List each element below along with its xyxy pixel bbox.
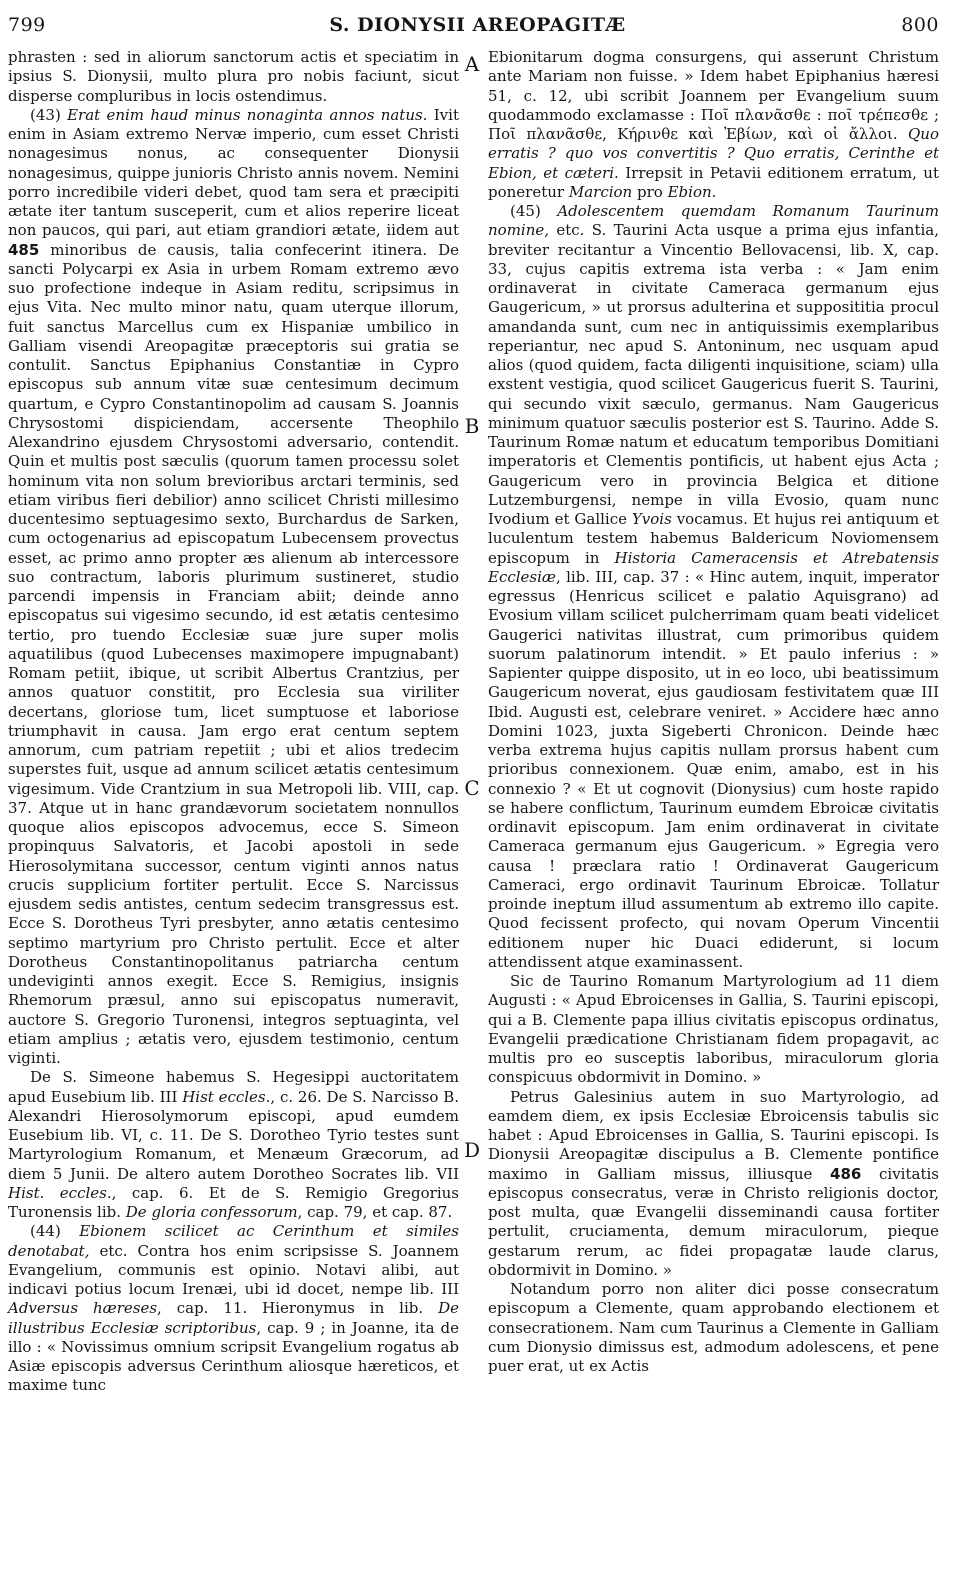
name-italic: Ebion.	[667, 182, 717, 201]
name-italic: Marcion	[568, 182, 633, 201]
page-header	[0, 0, 955, 44]
right-column	[488, 48, 939, 1376]
text-run: , lib. III, cap. 37 : « Hinc autem, inquit, imperator egressus (Henricus scilicet e palatio Aquisgrano) ad Evosium villam scilicet pulcherrimam quam beati videlicet Gaugerici nativitas illustrat, cum primoribus quidem suorum palatinorum intendit. » Et paulo inferius : » Sapienter quippe disposito, ut in eo loco, ubi beatissimum Gaugericum noverat, ejus gaudiosam festivitatem quæ III Ibid. Augusti est, celebrare veniret. » Accidere hæc anno Domini 1023, juxta Sigeberti Chronicon. Deinde hæc verba extrema hujus capitis nullam prorsus habent cum prioribus connexionem. Quæ enim, amabo, est in his connexio ? « Et ut cognovit (Dionysius) cum hoste rapido se habere conflictum, Taurinum eumdem Ebroicæ civitatis ordinavit episcopum. Jam enim ordinaverat in civitate Cameraca germanum ejus Gaugericum. » Egregia vero causa ! præclara ratio ! Ordinaverat Gaugericum Cameraci, ergo ordinavit Taurinum Ebroicæ. Tollatur proinde ineptum illud assumentum ab extremo illo capite. Quod fecissent profecto, qui novam Operum Vincentii editionem nuper hic Duaci ediderunt, si locum attendissent atque examinassent.	[488, 567, 939, 971]
text-run: etc. S. Taurini Acta usque a prima ejus infantia, breviter recitantur a Vincentio Bellovacensi, lib. X, cap. 33, cujus capitis extrema ista verba : « Jam enim ordinaverat in civitate Cameraca germanum ejus Gaugericum, » ut prorsus adulterina et supposititia procul amandanda sunt, cum nec in antiquissimis exemplaribus reperiantur, nec apud S. Antoninum, nec usquam apud alios (quod quidem, facta diligenti inquisitione, sciam) ulla exstent vestigia, quod scilicet Gaugericus fuerit S. Taurini, qui secundo vixit sæculo, germanus. Nam Gaugericus minimum quatuor sæculis posterior est S. Taurino. Adde S. Taurinum Romæ natum et educatum temporibus Domitiani imperatoris et Clementis pontificis, ut habent ejus Acta ; Gaugericum vero in provincia Belgica et ditione Lutzemburgensi, nempe in villa Evosio, quam nunc Ivodium et Gallice	[488, 221, 939, 528]
right-paragraph-1	[488, 48, 939, 202]
text-run: , cap. 9 ; in Joanne, ita de illo : « Novissimus omnium scripsit Evangelium rogatus ab Asiæ episcopis adversus Cerinthum aliosque hæreticos, et maxime tunc	[8, 1318, 459, 1395]
text-run: phrasten : sed in aliorum sanctorum actis et speciatim in ipsius S. Dionysii, multo plura pro nobis faciunt, sicut disperse compluribus in locis ostendimus.	[8, 48, 459, 105]
book-title: De gloria confessorum	[125, 1203, 298, 1221]
right-paragraph-5	[488, 1280, 939, 1376]
running-title: S. DIONYSII AREOPAGITÆ	[329, 14, 626, 36]
text-run: , cap. 79, et cap. 87.	[297, 1203, 453, 1221]
text-run: Notandum porro non aliter dici posse consecratum episcopum a Clemente, quam approbando electionem et consecrationem. Nam cum Taurinus a Clemente in Galliam cum Dionysio dimissus est, admodum adolescens, et pene puer erat, ut ex Actis	[488, 1280, 939, 1375]
page-number-left: 799	[8, 14, 46, 36]
margin-letter-d: D	[463, 1138, 481, 1162]
text-run: vocamus. Et hujus rei antiquum et luculentum testem habemus Baldericum Noviomensem episcopum in	[488, 510, 939, 567]
left-paragraph-1	[8, 48, 459, 106]
right-paragraph-3	[488, 972, 939, 1088]
note-lemma: Adolescentem quemdam Romanum Taurinum nomine,	[488, 202, 939, 240]
page-number-right: 800	[901, 14, 939, 36]
book-title: Hist. eccles.	[8, 1183, 112, 1202]
margin-letter-c: C	[464, 776, 480, 800]
note-lemma: Erat enim haud minus nonaginta annos natus.	[67, 105, 428, 124]
text-run: civitatis episcopus consecratus, veræ in Christo religionis doctor, post multa, quæ Evangelii disseminandi causa fortiter pertulit, cruciamenta, demum miraculorum, pieque gestarum rerum, ac fidei propagatæ laude clarus, obdormivit in Domino. »	[488, 1164, 939, 1279]
latin-translation: Quo erratis ? quo vos convertitis ? Quo erratis, Cerinthe et Ebion, et cæteri.	[488, 125, 939, 182]
text-run: pro	[637, 182, 663, 201]
text-run: Ebionitarum dogma consurgens, qui asserunt Christum ante Mariam non fuisse. » Idem habet Epiphanius hæresi 51, c. 12, ubi scribit Joannem per Evangelium suum quodammodo exclamasse : Ποῖ πλανᾶσθε : ποῖ τρέπεσθε ; Ποῖ πλανᾶσθε, Κήρινθε καὶ Ἐβίων, καὶ οἱ ἄλλοι.	[488, 48, 939, 143]
left-paragraph-4	[8, 1222, 459, 1395]
margin-letter-b: B	[464, 414, 480, 438]
book-title: Historia Cameracensis et Atrebatensis Ecclesiæ	[488, 548, 939, 586]
text-run: Ivit enim in Asiam extremo Nervæ imperio, cum esset Christi nonagesimus nonus, ac consequenter Dionysii nonagesimus, quippe junioris Christo annis novem. Nemini porro incredibile videri debet, quod tam sera et præcipiti ætate iter tantum susceperit, cum et alios reperire liceat non paucos, qui pari, aut etiam grandiori ætate, iidem aut	[8, 105, 459, 240]
note-label: (44)	[30, 1222, 61, 1241]
text-run: , cap. 11. Hieronymus in lib.	[157, 1299, 424, 1318]
note-label: (45)	[510, 202, 541, 220]
book-title: Hist eccles.	[182, 1087, 271, 1106]
text-run: Sic de Taurino Romanum Martyrologium ad 11 diem Augusti : « Apud Ebroicenses in Gallia, S. Taurini episcopi, qui a B. Clemente papa illius civitatis episcopus ordinatus, Evangelii prædicatione Christianam fidem propagavit, ac multis pro eo susceptis laboribus, miraculorum gloria conspicuus obdormivit in Domino. »	[488, 972, 939, 1087]
book-title: De illustribus Ecclesiæ scriptoribus	[8, 1299, 459, 1337]
left-column	[8, 48, 459, 1396]
text-run: Irrepsit in Petavii editionem erratum, ut poneretur	[488, 163, 939, 201]
column-number: 485	[8, 240, 40, 259]
text-run: minoribus de causis, talia confecerint itinera. De sancti Polycarpi ex Asia in urbem Romam extremo ævo suo profectione indeque in Asiam reditu, scripsimus in ejus Vita. Nec multo minor natu, quam uterque illorum, fuit sanctus Marcellus cum ex Hispaniæ umbilico in Galliam visendi Areopagitæ præceptoris sui gratia se contulit. Sanctus Epiphanius Constantiæ in Cypro episcopus sub annum vitæ suæ centesimum decimum quartum, e Cypro Constantinopolim ad causam S. Joannis Chrysostomi dispiciendam, accersente Theophilo Alexandrino ejusdem Chrysostomi adversario, contendit. Quin et multis post sæculis (quorum tamen processu solet hominum vita non solum brevioribus arctari terminis, sed etiam viribus fieri debilior) anno scilicet Christi millesimo ducentesimo septuagesimo sexto, Burchardus de Sarken, cum octogenarius ad episcopatum Lubecensem provectus esset, ac primo anno propter æs alienum ab intercessore suo contractum, laboris plurimum sustineret, studio parcendi impensis in Franciam abiit; deinde anno episcopatus sui vigesimo secundo, id est ætatis centesimo tertio, pro tuendo Ecclesiæ suæ jure super molis aquatilibus (quod Lubecenses maximopere impugnabant) Romam petiit, ibique, ut scribit Albertus Crantzius, per annos quatuor constitit, pro Ecclesia sua viriliter decertans, gloriose tum, licet sumptuose et laboriose triumphavit in causa. Jam ergo erat centum septem annorum, cum patriam repetiit ; ubi et alios tredecim superstes fuit, usque ad annum scilicet ætatis centesimum vigesimum. Vide Crantzium in sua Metropoli lib. VIII, cap. 37. Atque ut in hanc grandævorum societatem nonnullos quoque alios episcopos advocemus, ecce S. Simeon propinquus Salvatoris, et Jacobi apostoli in sede Hierosolymitana successor, centum viginti annos natus crucis supplicium fortiter pertulit. Ecce S. Narcissus ejusdem sedis antistes, centum sedecim transgressus est. Ecce S. Dorotheus Tyri presbyter, anno ætatis centesimo septimo martyrium pro Christo pertulit. Ecce et alter Dorotheus Constantinopolitanus patriarcha centum undeviginti annos exegit. Ecce S. Remigius, insignis Rhemorum præsul, anno sui episcopatus numeravit, auctore S. Gregorio Turonensi, integros septuaginta, vel etiam amplius ; ætatis vero, ejusdem testimonio, centum viginti.	[8, 240, 459, 1067]
place-name-italic: Yvois	[631, 510, 672, 528]
text-run: Petrus Galesinius autem in suo Martyrologio, ad eamdem diem, ex ipsis Ecclesiæ Ebroicensis tabulis sic habet : Apud Ebroicenses in Gallia, S. Taurini episcopi. Is Dionysii Areopagitæ discipulus a B. Clemente pontifice maximo in Galliam missus, illiusque	[488, 1087, 939, 1183]
column-number: 486	[830, 1164, 862, 1183]
text-run: , c. 26. De S. Narcisso B. Alexandri Hierosolymorum episcopi, apud eumdem Eusebium lib. VI, c. 11. De S. Dorotheo Tyrio testes sunt Martyrologium Romanum, et Menæum Græcorum, ad diem 5 Junii. De altero autem Dorotheo Socrates lib. VII	[8, 1087, 459, 1183]
left-paragraph-2	[8, 106, 459, 1069]
note-lemma: Ebionem scilicet ac Cerinthum et similes denotabat,	[8, 1222, 459, 1260]
right-paragraph-4	[488, 1088, 939, 1281]
note-label: (43)	[30, 105, 61, 124]
book-title: Adversus hæreses	[8, 1299, 158, 1318]
text-run: De S. Simeone habemus S. Hegesippi auctoritatem apud Eusebium lib. III	[8, 1068, 459, 1106]
text-run: etc. Contra hos enim scripsisse S. Joannem Evangelium, communis est opinio. Notavi alibi, aut indicavi potius locum Irenæi, ubi id docet, nempe lib. III	[8, 1241, 459, 1298]
margin-letter-a: A	[464, 52, 480, 76]
left-paragraph-3	[8, 1068, 459, 1222]
right-paragraph-2	[488, 202, 939, 972]
text-run: , cap. 6. Et de S. Remigio Gregorius Turonensis lib.	[8, 1183, 459, 1221]
